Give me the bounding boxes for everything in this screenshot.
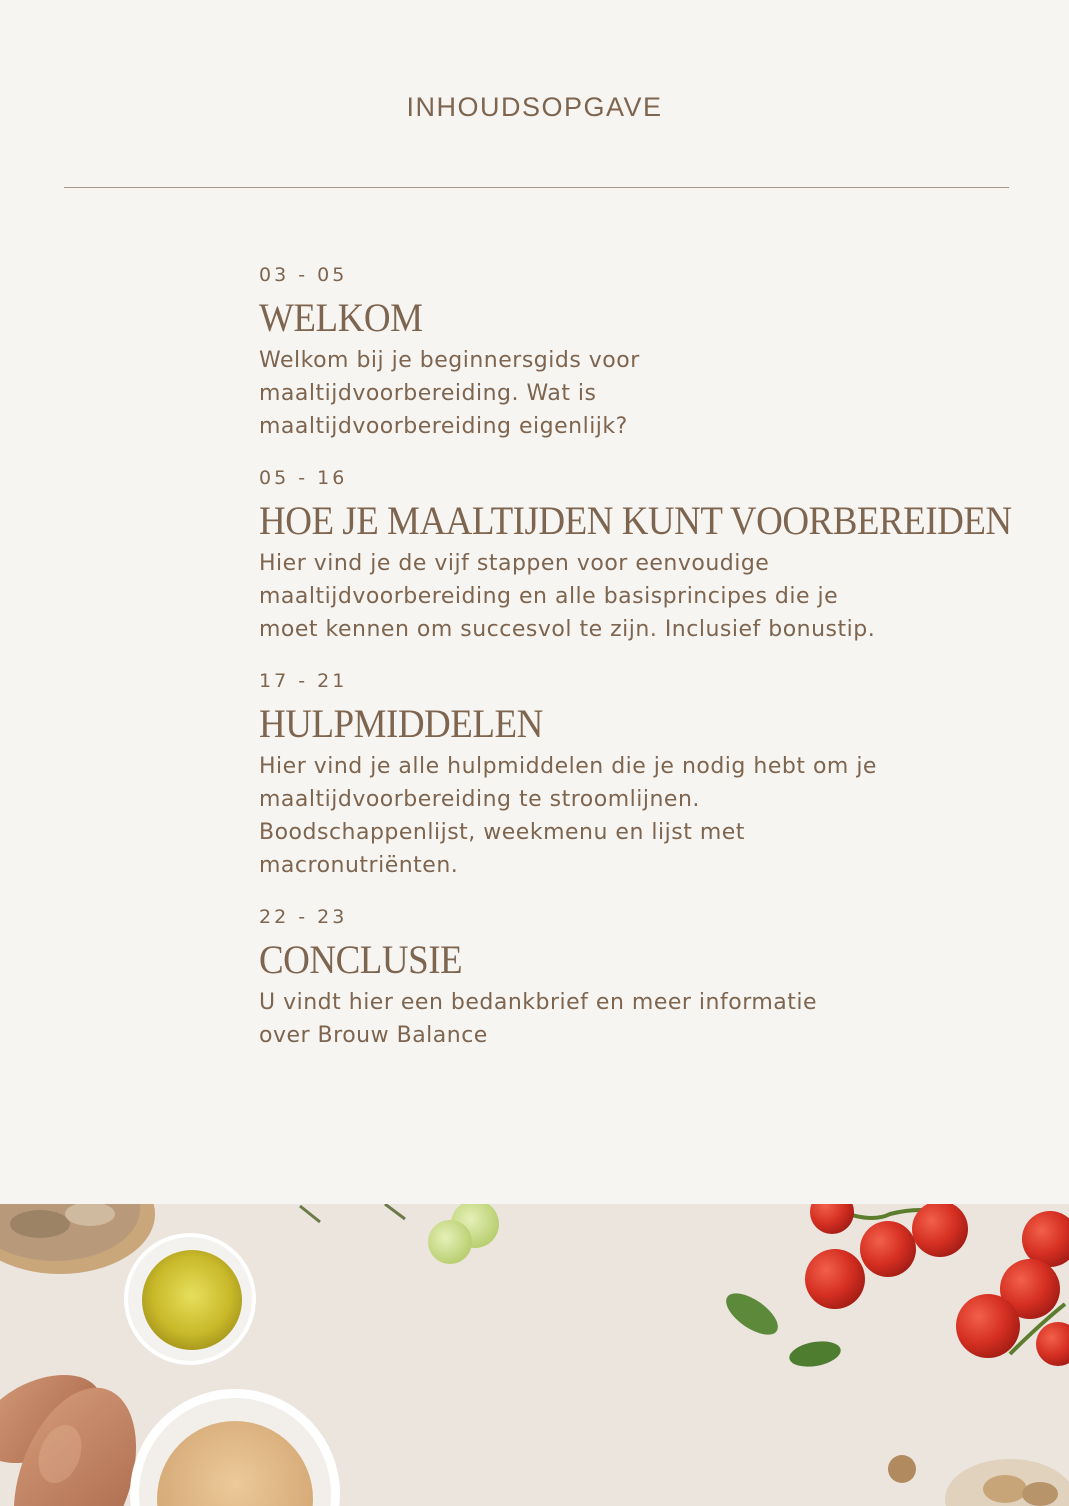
toc-entry-welkom xyxy=(259,262,959,443)
toc-entry-description: Welkom bij je beginnersgids voor maaltijdvoorbereiding. Wat is maaltijdvoorbereiding eigenlijk? xyxy=(259,348,640,439)
toc-entry-description: Hier vind je alle hulpmiddelen die je nodig hebt om je maaltijdvoorbereiding te stroomlijnen. Boodschappenlijst, weekmenu en lijst met macronutriënten. xyxy=(259,754,877,878)
toc-page-range: 03 - 05 xyxy=(259,264,348,286)
toc-page-range: 22 - 23 xyxy=(259,906,348,928)
toc-entry-voorbereiden xyxy=(259,465,1012,646)
toc-entry-title: WELKOM xyxy=(259,296,423,341)
page-title: INHOUDSOPGAVE xyxy=(406,92,663,122)
food-photo xyxy=(0,1204,1069,1506)
toc-entry-hulpmiddelen xyxy=(259,668,959,882)
toc-entry-title: HULPMIDDELEN xyxy=(259,702,543,747)
toc-entry-conclusie xyxy=(259,904,959,1052)
toc-page-range: 05 - 16 xyxy=(259,467,348,489)
toc-entry-title: HOE JE MAALTIJDEN KUNT VOORBEREIDEN xyxy=(259,499,1012,544)
food-photo-illustration xyxy=(0,1204,1069,1506)
toc-entry-title: CONCLUSIE xyxy=(259,938,463,983)
title-divider xyxy=(64,187,1009,188)
olive-oil-bowl xyxy=(124,1233,256,1365)
table-of-contents xyxy=(259,262,1012,1074)
toc-page-range: 17 - 21 xyxy=(259,670,348,692)
toc-entry-description: U vindt hier een bedankbrief en meer informatie over Brouw Balance xyxy=(259,990,818,1048)
toc-entry-description: Hier vind je de vijf stappen voor eenvoudige maaltijdvoorbereiding en alle basisprincipes die je moet kennen om succesvol te zijn. Inclusief bonustip. xyxy=(259,551,876,642)
